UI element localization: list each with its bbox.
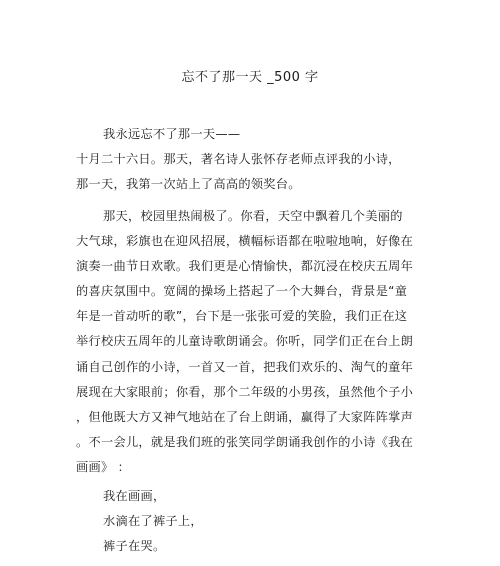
text-line: 年是一首动听的歌”，台下是一张张可爱的笑脸，我们正在这 [76, 309, 408, 324]
text-line: 画画》 ： [76, 459, 131, 474]
text-line: 展现在大家眼前；你看，那个二年级的小男孩，虽然他个子小 [76, 384, 414, 399]
paragraph-intro [76, 122, 406, 197]
text-line: 我永远忘不了那一天—— [103, 127, 241, 141]
paragraph-body [76, 204, 414, 480]
text-line: 诵自己创作的小诗，一首又一首，把我们欢乐的、淘气的童年 [76, 359, 414, 374]
text-line: 十月二十六日。那天，著名诗人张怀存老师点评我的小诗， [76, 152, 401, 167]
document-title: 忘不了那一天 _500 字 [181, 70, 319, 85]
verse-line: 我在画画， [103, 489, 166, 503]
text-line: 演奏一曲节日欢歌。我们更是心情愉快，都沉浸在校庆五周年 [76, 259, 414, 274]
text-line: ，但他既大方又神气地站在了台上朗诵，赢得了大家阵阵掌声 [76, 409, 414, 424]
text-line: 大气球，彩旗也在迎风招展，横幅标语都在啦啦地响，好像在 [76, 234, 414, 249]
text-line: 。不一会儿，就是我们班的张笑同学朗诵我创作的小诗《我在 [76, 434, 414, 449]
text-line: 那天，校园里热闹极了。你看，天空中飘着几个美丽的 [103, 209, 403, 223]
text-line: 那一天，我第一次站上了高高的领奖台。 [76, 177, 301, 192]
verse-line: 水滴在了裤子上， [103, 514, 203, 529]
text-line: 举行校庆五周年的儿童诗歌朗诵会。你听，同学们正在台上朗 [76, 334, 414, 349]
poem-verse [76, 484, 406, 559]
text-line: 的喜庆氛围中。宽阔的操场上搭起了一个大舞台，背景是“童 [76, 284, 408, 299]
verse-line: 裤子在哭。 [103, 539, 166, 554]
